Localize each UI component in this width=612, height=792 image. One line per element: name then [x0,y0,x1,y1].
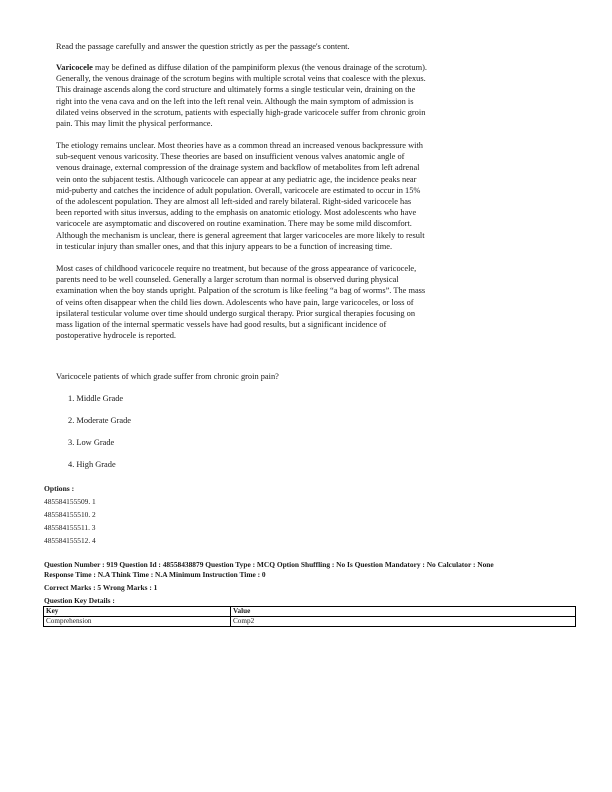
answer-choice: 1. Middle Grade [68,394,124,403]
passage-line: of veins often disappear when the child lies down. Adolescents who have pain, large varicoceles, or loss of [56,297,414,307]
table-header-value: Value [231,607,576,617]
passage-line: parents need to be well counseled. Generally a larger scrotum than normal is observed during physical [56,275,399,285]
table-cell-key: Comprehension [44,617,231,627]
marks-line: Correct Marks : 5 Wrong Marks : 1 [44,583,158,592]
passage-line: Varicocele may be defined as diffuse dilation of the pampiniform plexus (the venous drainage of the scrotum). [56,63,427,72]
passage-line: dilated veins observed in the scrotum, patients with especially high-grade varicocele suffer from chronic groin [56,107,426,117]
passage-line: vein onto the subjacent testis. Although varicocele can appear at any pediatric age, the incidence peaks near [56,174,417,184]
option-id-item: 485584155512. 4 [44,536,96,545]
timing-meta-line: Response Time : N.A Think Time : N.A Minimum Instruction Time : 0 [44,570,266,579]
option-id-item: 485584155510. 2 [44,510,96,519]
question-meta-line: Question Number : 919 Question Id : 48558438879 Question Type : MCQ Option Shuffling : No Is Question Mandatory : No Calculator : None [44,560,494,569]
passage-line: Most cases of childhood varicocele require no treatment, but because of the gross appearance of varicocele, [56,264,417,273]
passage-line: This drainage ascends along the cord structure and ultimately forms a single testicular vein, draining on the [56,85,416,95]
table-row [44,617,576,627]
options-heading: Options : [44,484,75,493]
passage-line: mid-puberty and catches the incidence of adult population. Overall, varicocele are estimated to occur in 15% [56,185,421,195]
passage-line: been reported with situs inversus, adding to the emphasis on anatomic etiology. Most adolescents who have [56,208,417,218]
passage-paragraph-2 [56,140,576,252]
passage-line: mass ligation of the internal spermatic vessels have had good results, but a significant incidence of [56,320,387,330]
table-header-row [44,607,576,617]
passage-line: Generally, the venous drainage of the scrotum begins with multiple scrotal veins that coalesce with the plexus. [56,74,426,84]
passage-paragraph-3 [56,263,576,341]
passage-line: venous drainage, external compression of the drainage system and backflow of metabolites from left adrenal [56,163,420,173]
passage-line: ipsilateral testicular volume over time should undergo surgical therapy. Prior surgical therapies focusing on [56,308,416,318]
question-text: Varicocele patients of which grade suffer from chronic groin pain? [56,372,279,381]
key-details-heading: Question Key Details : [44,596,115,605]
passage-line: examination when the boy stands upright. Palpation of the scrotum is like feeling “a bag of worms”. The mass [56,286,426,296]
passage-line: of the adolescent population. They are almost all left-sided and rarely bilateral. Right-sided varicocele has [56,197,412,207]
passage-term: Varicocele [56,63,93,72]
passage-line: postoperative hydrocele is reported. [56,331,176,341]
passage-line: right into the vena cava and on the left into the left renal vein. Although the main symptom of admission is [56,96,414,106]
answer-choice: 2. Moderate Grade [68,416,132,425]
option-id-item: 485584155511. 3 [44,523,96,532]
passage-line: pain. This may limit the physical performance. [56,119,213,129]
passage-line: The etiology remains unclear. Most theories have as a common thread an increased venous backpressure with [56,141,423,150]
table-header-key: Key [44,607,231,617]
instruction-text: Read the passage carefully and answer the question strictly as per the passage's content. [56,42,350,51]
table-cell-value: Comp2 [231,617,576,627]
answer-choice: 3. Low Grade [68,438,115,447]
passage-paragraph-1 [56,62,576,129]
passage-line: sub-sequent venous varicosity. These theories are based on insufficient venous valves anatomic angle of [56,152,405,162]
answer-choice: 4. High Grade [68,460,116,469]
passage-line: in testicular injury than smaller ones, and that this injury appears to be a function of increasing time. [56,241,393,251]
passage-line: Although the mechanism is unclear, there is general agreement that larger varicoceles are more likely to result [56,230,425,240]
passage-line: varicocele are asymptomatic and discovered on routine examination. There may be some mild discomfort. [56,219,412,229]
question-key-table [43,606,576,627]
option-id-item: 485584155509. 1 [44,497,96,506]
